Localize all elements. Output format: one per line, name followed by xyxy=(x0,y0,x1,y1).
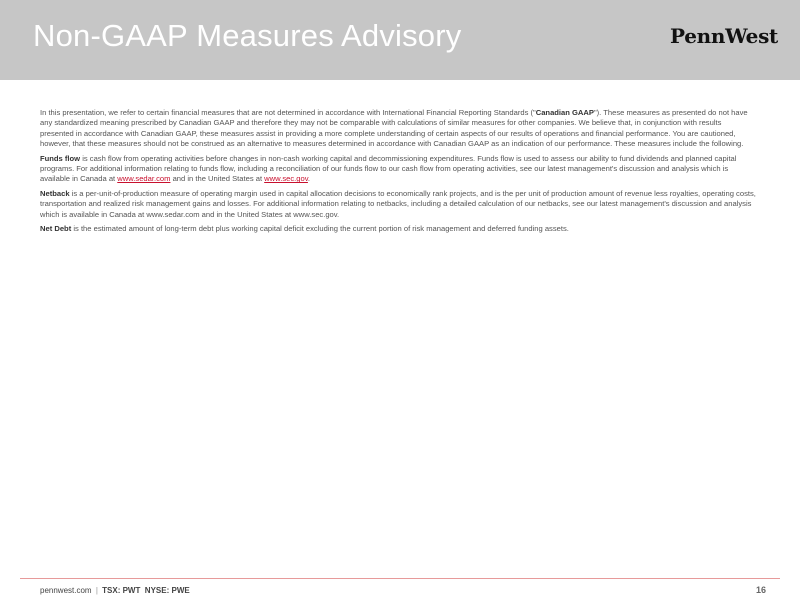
funds-flow-text-3: . xyxy=(307,174,311,184)
funds-flow-paragraph xyxy=(40,154,756,185)
netback-paragraph xyxy=(40,189,756,220)
footer-website: pennwest.com xyxy=(40,586,92,595)
footer-info xyxy=(40,586,190,595)
footer-separator: | xyxy=(95,586,98,595)
netback-term: Netback xyxy=(40,188,70,198)
intro-text-1: In this presentation, we refer to certain financial measures that are not determined in accordance with International Financial Reporting Standards (" xyxy=(40,108,536,117)
intro-text-2: "). These measures as presented do not have any standardized meaning prescribed by Canadian GAAP and therefore they may not be comparable with calculations of similar measures for other companies. We believe that, in conjunction with results presented in accordance with Canadian GAAP, these measures assist in providing a more complete understanding of certain aspects of our results of operations and financial performance. You are cautioned, however, that these measures should not be construed as an alternative to measures determined in accordance with Canadian GAAP as an indication of our performance. These measures include the following. xyxy=(40,108,748,149)
sedar-link[interactable]: www.sedar.com xyxy=(117,174,171,184)
footer-tickers: TSX: PWT NYSE: PWE xyxy=(102,586,190,595)
funds-flow-text-2: and in the United States at xyxy=(170,174,265,184)
net-debt-text: is the estimated amount of long-term debt plus working capital deficit excluding the current portion of risk management and deferred funding assets. xyxy=(71,224,569,234)
footer-divider xyxy=(20,578,780,579)
page-number: 16 xyxy=(755,585,766,595)
intro-paragraph xyxy=(40,108,756,150)
funds-flow-text-1: is cash flow from operating activities before changes in non-cash working capital and decommissioning expenditures. Funds flow is used to assess our ability to fund dividends and planned capital programs. For additional information relating to funds flow, including a reconciliation of our funds flow to our cash flow from operating activities, see our latest management's discussion and analysis which is available in Canada at xyxy=(40,153,737,184)
intro-term: Canadian GAAP xyxy=(535,108,594,117)
net-debt-term: Net Debt xyxy=(40,224,72,234)
slide-title: Non-GAAP Measures Advisory xyxy=(33,18,462,53)
funds-flow-term: Funds flow xyxy=(40,153,81,163)
pennwest-logo: PennWest xyxy=(670,24,778,48)
advisory-body xyxy=(40,108,756,238)
netback-text: is a per-unit-of-production measure of operating margin used in capital allocation decisions to economically rank projects, and is the per unit of production amount of revenue less royalties, operating costs, transportation and realized risk management gains and losses. For additional information relating to netbacks, including a detailed calculation of our netbacks, see our latest management's discussion and analysis which is available in Canada at www.sedar.com and in the United States at www.sec.gov. xyxy=(40,188,756,219)
net-debt-paragraph xyxy=(40,224,756,234)
header-band xyxy=(0,0,800,80)
sec-link[interactable]: www.sec.gov xyxy=(264,174,308,184)
